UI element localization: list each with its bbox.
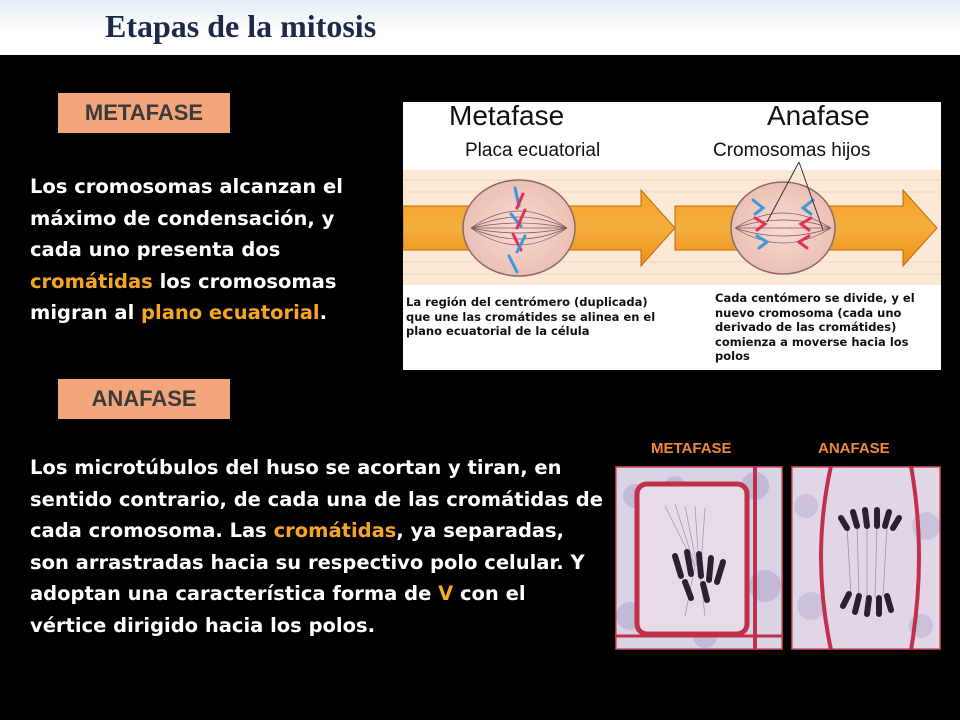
anafase-highlight-1: cromátidas xyxy=(273,519,397,542)
metafase-highlight-2: plano ecuatorial xyxy=(141,301,320,324)
anafase-text-1: Los microtúbulos del huso se acortan y tiran, en sentido contrario, de cada una de las cromátidas de cada cromosoma. Las xyxy=(30,456,603,542)
diagram-caption-right: Cada centómero se divide, y el nuevo cromosoma (cada uno derivado de las cromátides) comienza a moverse hacia los polos xyxy=(715,291,915,363)
mitosis-diagram xyxy=(403,102,941,370)
micrograph-label-anafase: ANAFASE xyxy=(818,440,890,457)
metafase-description xyxy=(30,171,375,329)
metafase-highlight-1: cromátidas xyxy=(30,269,153,293)
metafase-label: METAFASE xyxy=(58,93,230,133)
diagram-subtitle-right: Cromosomas hijos xyxy=(713,140,871,161)
metafase-text-1: Los cromosomas alcanzan el máximo de condensación, y cada uno presenta dos xyxy=(30,175,343,261)
diagram-subtitle-left: Placa ecuatorial xyxy=(465,140,601,161)
micrograph-label-metafase: METAFASE xyxy=(651,440,732,457)
anafase-micrograph xyxy=(791,466,941,650)
diagram-title-right: Anafase xyxy=(767,102,870,131)
anafase-label: ANAFASE xyxy=(58,379,230,419)
metafase-text-3: . xyxy=(319,301,328,324)
page-title: Etapas de la mitosis xyxy=(105,8,377,44)
metafase-micrograph xyxy=(615,466,783,650)
metafase-text-2: los cromosomas migran al xyxy=(30,269,337,324)
diagram-title-left: Metafase xyxy=(449,102,565,131)
anafase-text-3: con el vértice dirigido hacia los polos. xyxy=(30,582,526,637)
anafase-description xyxy=(30,452,608,641)
anafase-text-2: , ya separadas, son arrastradas hacia su respectivo polo celular. Y adoptan una característica forma de xyxy=(30,519,585,605)
anafase-highlight-2: V xyxy=(438,582,454,605)
diagram-caption-left: La región del centrómero (duplicada) que une las cromátides se alinea en el plano ecuatorial de la célula xyxy=(406,295,656,338)
